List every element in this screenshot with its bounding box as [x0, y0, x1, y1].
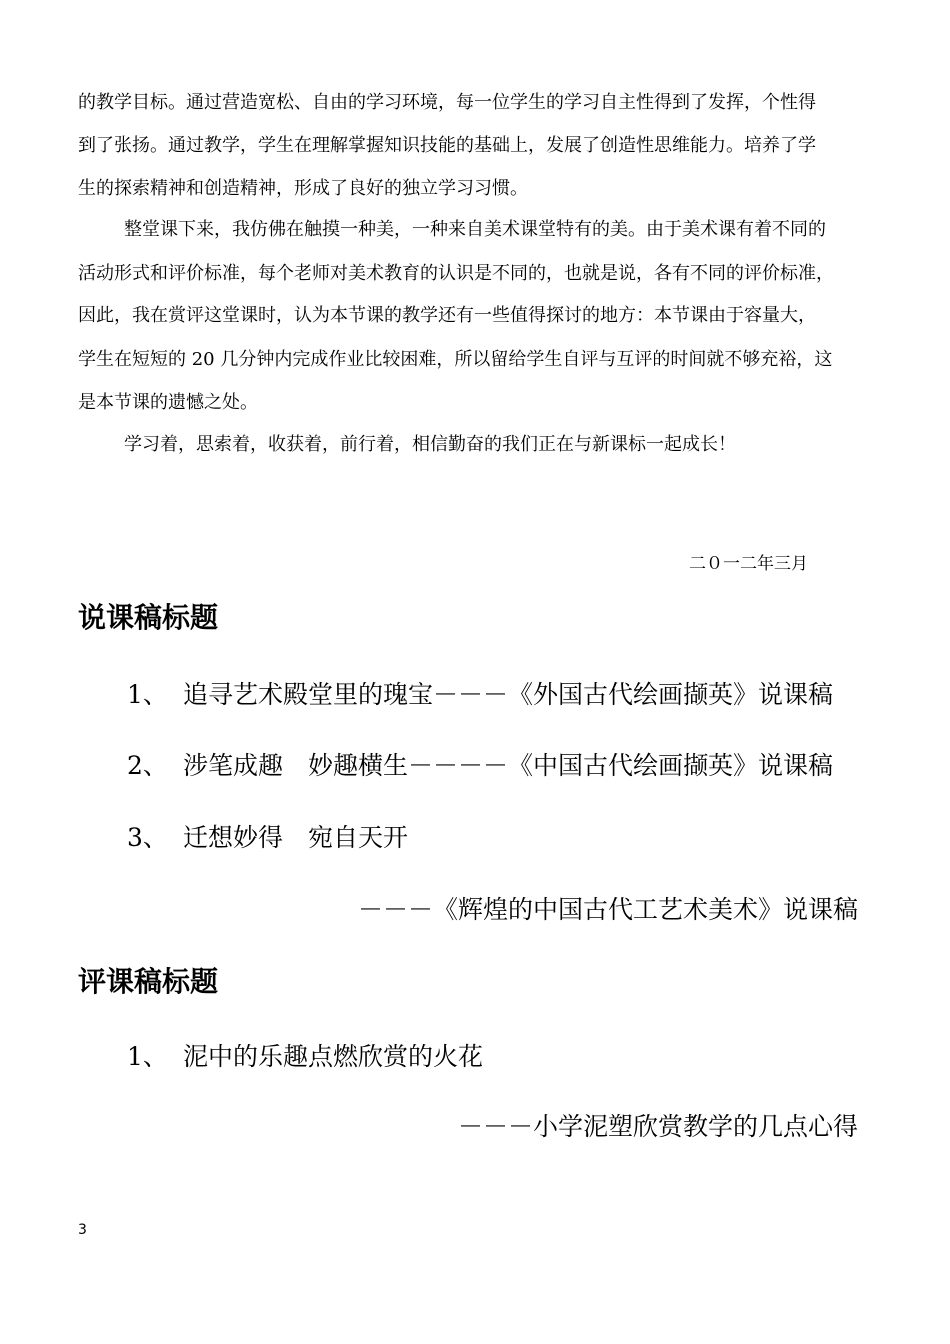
paragraph-line: 生的探索精神和创造精神，形成了良好的独立学习习惯。: [78, 178, 528, 199]
list-item-number: 1、: [127, 1042, 168, 1071]
paragraph-line: 的教学目标。通过营造宽松、自由的学习环境，每一位学生的学习自主性得到了发挥，个性得: [78, 92, 816, 113]
section-heading-shuoke: 说课稿标题: [78, 601, 219, 634]
list-item-number: 3、: [127, 823, 168, 852]
list-item-subtitle: －－－小学泥塑欣赏教学的几点心得: [457, 1112, 858, 1141]
closing-sentence: 学习着，思索着，收获着，前行着，相信勤奋的我们正在与新课标一起成长！: [124, 434, 736, 455]
paragraph-line: 是本节课的遗憾之处。: [78, 392, 258, 413]
list-item-text: 迁想妙得 宛自天开: [183, 823, 409, 852]
document-date: 二０一二年三月: [689, 554, 808, 574]
section-heading-pingke: 评课稿标题: [78, 965, 219, 998]
list-item-text: 泥中的乐趣点燃欣赏的火花: [183, 1042, 484, 1071]
list-item-text: 追寻艺术殿堂里的瑰宝－－－《外国古代绘画撷英》说课稿: [183, 680, 834, 709]
list-item-text: 涉笔成趣 妙趣横生－－－－《中国古代绘画撷英》说课稿: [183, 751, 834, 780]
list-item-number: 2、: [127, 751, 168, 780]
page-number: 3: [78, 1222, 87, 1238]
paragraph-line: 因此，我在赏评这堂课时，认为本节课的教学还有一些值得探讨的地方：本节课由于容量大，: [78, 305, 816, 326]
paragraph-line: 到了张扬。通过教学，学生在理解掌握知识技能的基础上，发展了创造性思维能力。培养了学: [78, 135, 816, 156]
paragraph-line: 活动形式和评价标准，每个老师对美术教育的认识是不同的，也就是说，各有不同的评价标准，: [78, 263, 834, 284]
list-item-subtitle: －－－《辉煌的中国古代工艺术美术》说课稿: [357, 895, 858, 924]
paragraph-line: 整堂课下来，我仿佛在触摸一种美，一种来自美术课堂特有的美。由于美术课有着不同的: [124, 219, 826, 240]
list-item-number: 1、: [127, 680, 168, 709]
paragraph-line: 学生在短短的 20 几分钟内完成作业比较困难，所以留给学生自评与互评的时间就不够充裕，这: [78, 349, 833, 370]
